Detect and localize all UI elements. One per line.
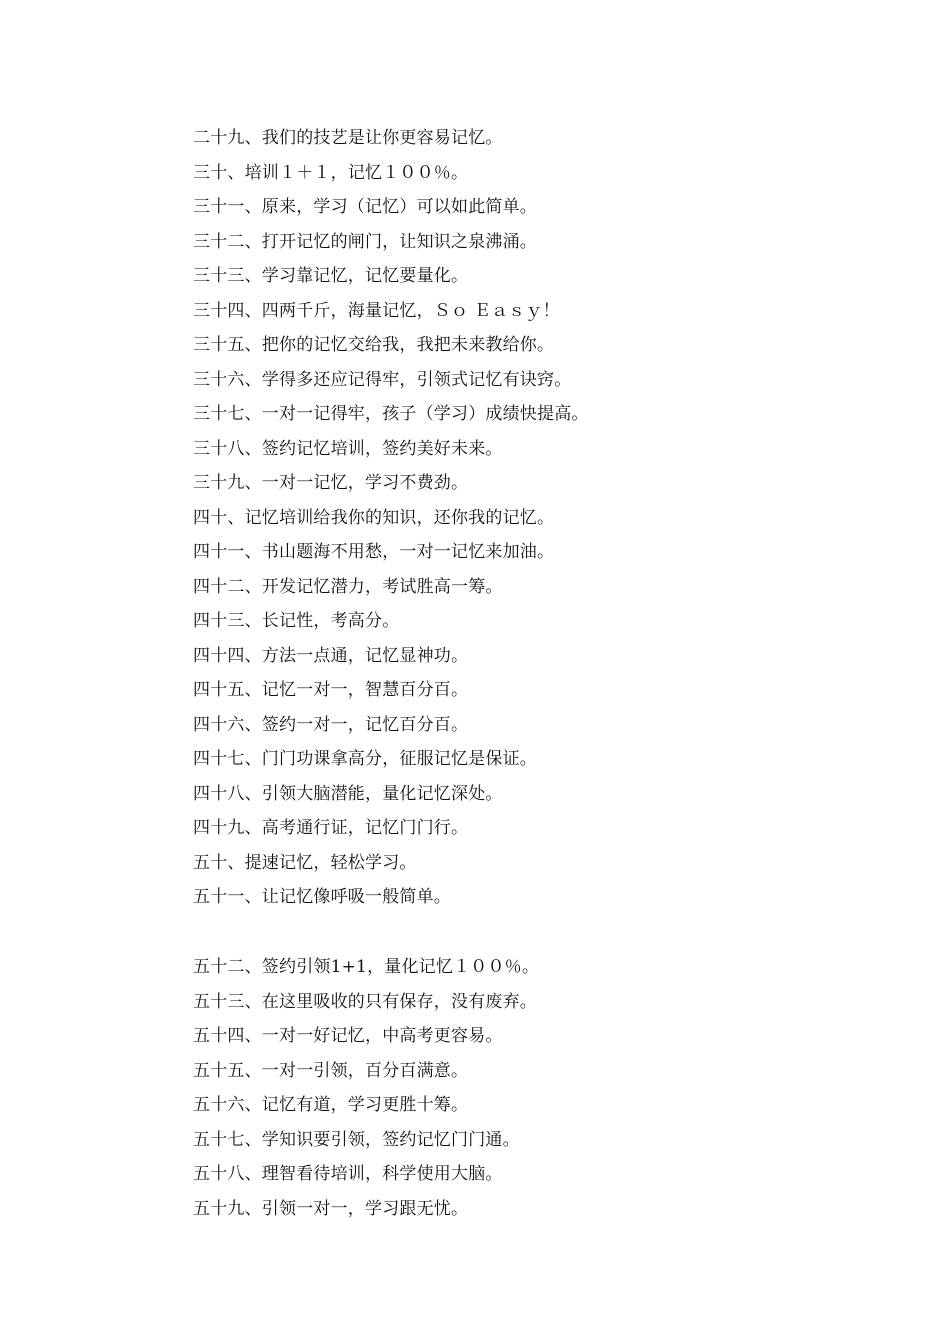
slogan-line: 四十、记忆培训给我你的知识，还你我的记忆。 (193, 507, 555, 528)
slogan-line: 五十五、一对一引领，百分百满意。 (193, 1060, 469, 1081)
slogan-line: 四十八、引领大脑潜能，量化记忆深处。 (193, 783, 503, 804)
slogan-line: 五十九、引领一对一，学习跟无忧。 (193, 1198, 469, 1219)
slogan-line: 三十七、一对一记得牢，孩子（学习）成绩快提高。 (193, 404, 589, 424)
slogan-line: 四十五、记忆一对一，智慧百分百。 (193, 680, 469, 700)
slogan-line: 四十九、高考通行证，记忆门门行。 (193, 818, 469, 838)
slogan-line: 五十八、理智看待培训，科学使用大脑。 (193, 1164, 503, 1184)
slogan-line: 三十六、学得多还应记得牢，引领式记忆有诀窍。 (193, 369, 572, 390)
slogan-line: 五十二、签约引领1+1，量化记忆１００％。 (193, 957, 540, 977)
slogan-line: 四十一、书山题海不用愁，一对一记忆来加油。 (193, 542, 555, 562)
slogan-line: 三十四、四两千斤，海量记忆，Ｓｏ Ｅａｓｙ！ (193, 300, 560, 321)
slogan-line: 四十四、方法一点通，记忆显神功。 (193, 645, 469, 666)
slogan-line: 二十九、我们的技艺是让你更容易记忆。 (193, 128, 503, 148)
slogan-line: 五十、提速记忆，轻松学习。 (193, 852, 417, 873)
slogan-line: 三十、培训１＋１，记忆１００％。 (193, 162, 469, 183)
slogan-line: 五十三、在这里吸收的只有保存，没有废弃。 (193, 991, 537, 1012)
slogan-line: 三十五、把你的记忆交给我，我把未来教给你。 (193, 335, 555, 355)
slogan-line: 四十二、开发记忆潜力，考试胜高一筹。 (193, 576, 503, 597)
slogan-line: 三十八、签约记忆培训，签约美好未来。 (193, 438, 503, 459)
slogan-line: 四十三、长记性，考高分。 (193, 611, 400, 631)
slogan-list-2 (193, 950, 873, 1226)
slogan-line: 四十六、签约一对一，记忆百分百。 (193, 714, 469, 735)
slogan-line: 三十二、打开记忆的闸门，让知识之泉沸涌。 (193, 231, 537, 252)
slogan-line: 五十七、学知识要引领，签约记忆门门通。 (193, 1129, 520, 1150)
slogan-line: 三十九、一对一记忆，学习不费劲。 (193, 473, 469, 493)
slogan-line: 三十一、原来，学习（记忆）可以如此简单。 (193, 197, 537, 217)
slogan-line: 三十三、学习靠记忆，记忆要量化。 (193, 266, 469, 286)
slogan-line: 四十七、门门功课拿高分，征服记忆是保证。 (193, 749, 537, 769)
slogan-line: 五十四、一对一好记忆，中高考更容易。 (193, 1026, 503, 1046)
slogan-line: 五十六、记忆有道，学习更胜十筹。 (193, 1095, 469, 1115)
slogan-list-1 (193, 121, 873, 915)
slogan-line: 五十一、让记忆像呼吸一般简单。 (193, 887, 451, 907)
